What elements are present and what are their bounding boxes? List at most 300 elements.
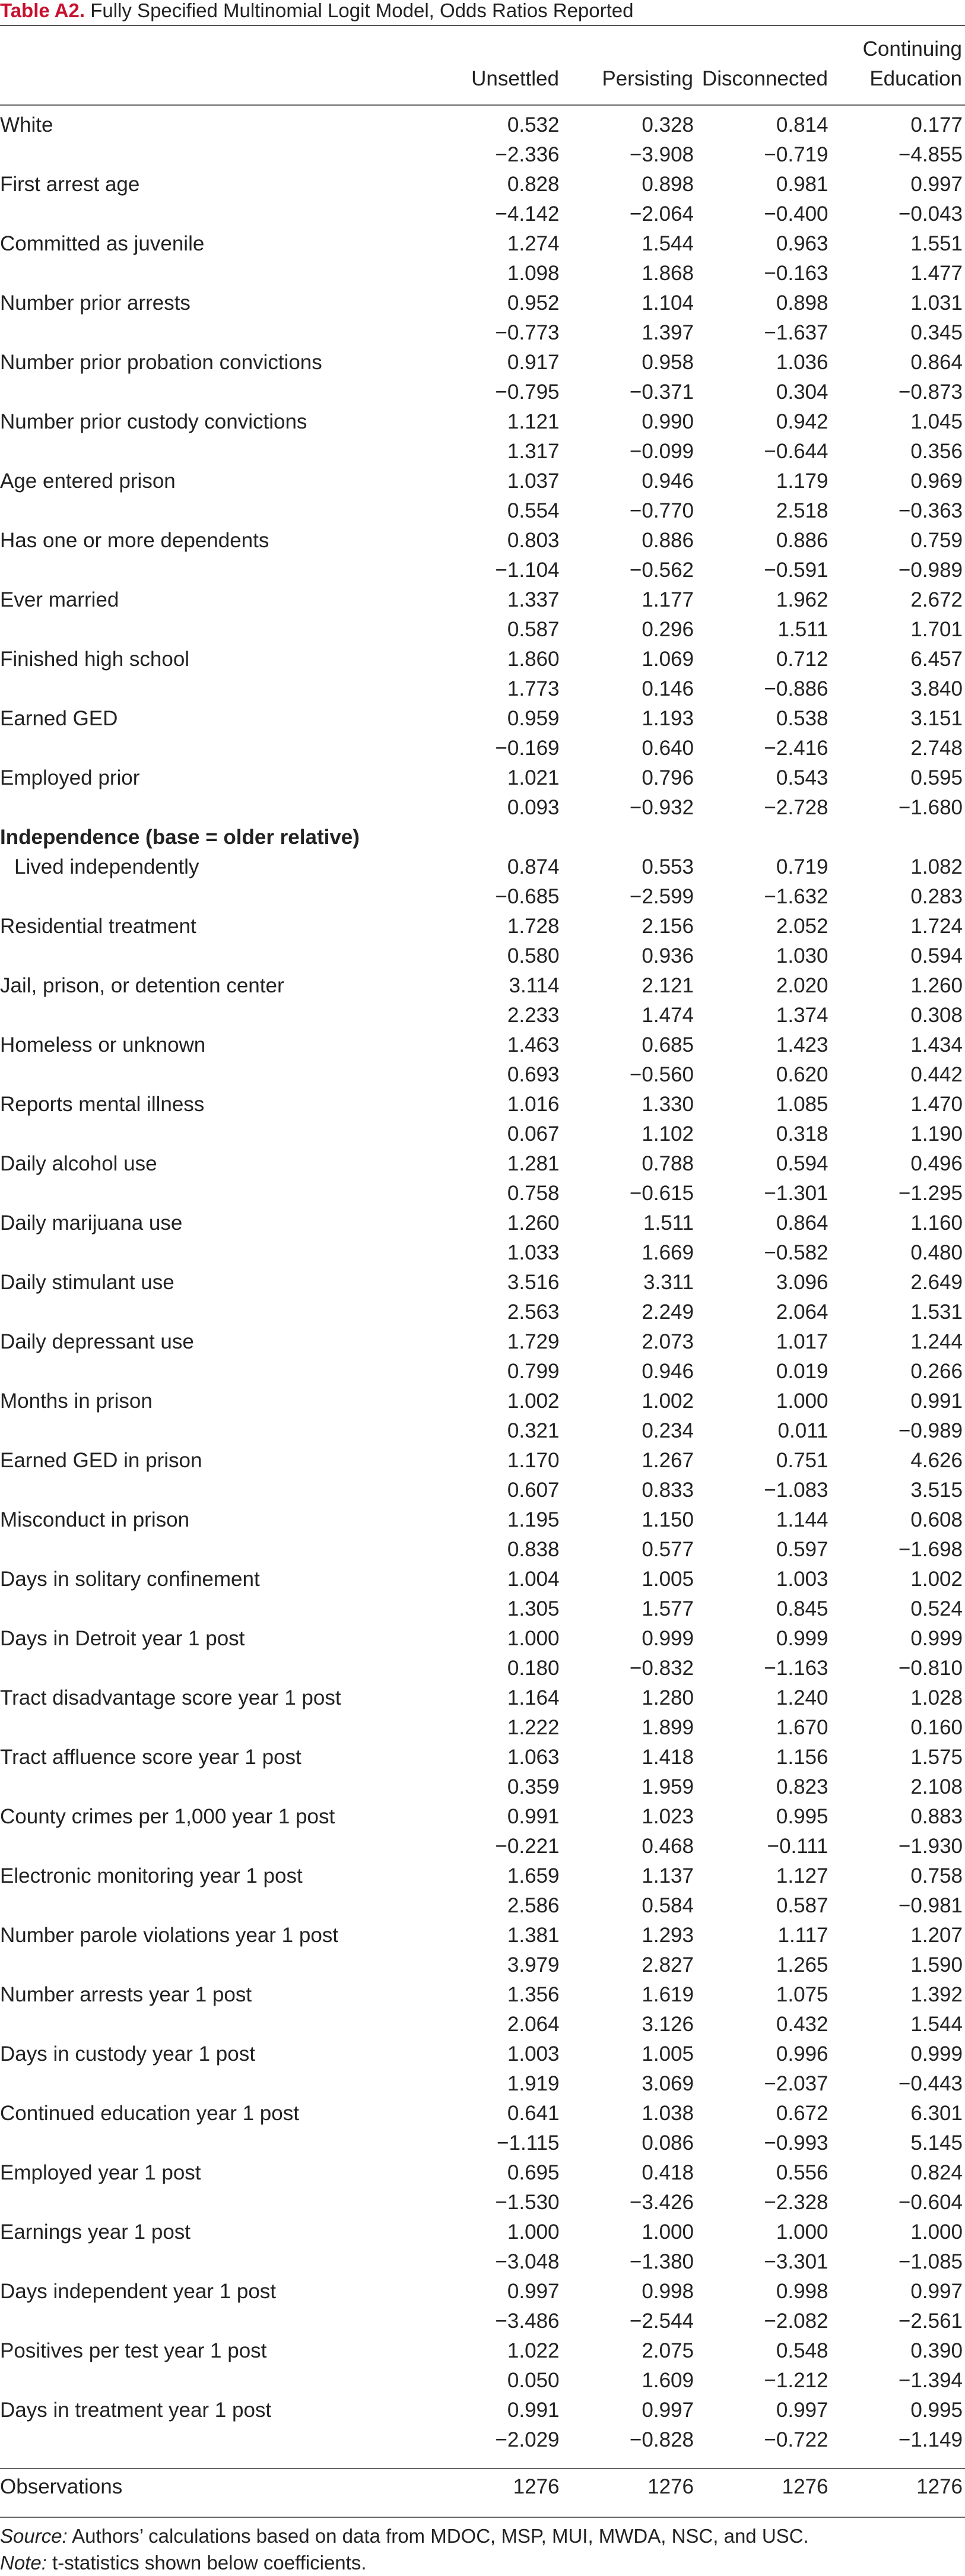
cell-value: 0.991 [831, 1387, 965, 1416]
row-label [0, 2366, 427, 2396]
row-label [0, 2247, 427, 2277]
cell-value: 4.626 [831, 1446, 965, 1476]
row-label: Residential treatment [0, 912, 427, 941]
table-row [0, 1535, 965, 1565]
table-row [0, 140, 965, 170]
cell-value: 0.304 [696, 377, 831, 407]
cell-value: −0.685 [427, 882, 562, 912]
cell-value: 0.359 [427, 1772, 562, 1802]
cell-value: 1.669 [562, 1238, 697, 1268]
cell-value: 1.127 [696, 1861, 831, 1891]
cell-value: −1.212 [696, 2366, 831, 2396]
row-label [0, 1476, 427, 1505]
cell-value: 0.936 [562, 941, 697, 971]
table-row [0, 882, 965, 912]
cell-value: 0.345 [831, 318, 965, 348]
cell-value: 0.597 [696, 1535, 831, 1565]
row-label [0, 1772, 427, 1802]
cell-value: 0.553 [562, 852, 697, 882]
column-header-line2: Disconnected [696, 64, 828, 94]
table-row [0, 1980, 965, 2010]
cell-value: −1.632 [696, 882, 831, 912]
cell-value: −4.142 [427, 199, 562, 229]
cell-value: 1.036 [696, 348, 831, 377]
cell-value: 1.511 [696, 615, 831, 645]
cell-value: 0.981 [696, 170, 831, 199]
cell-value: −3.486 [427, 2307, 562, 2336]
table-row [0, 1713, 965, 1743]
cell-value: 0.958 [562, 348, 697, 377]
cell-value: 0.788 [562, 1149, 697, 1179]
cell-value: 1.544 [831, 2010, 965, 2039]
cell-value: 1.022 [427, 2336, 562, 2366]
table-row [0, 1268, 965, 1297]
cell-value: 0.963 [696, 229, 831, 259]
row-label: Days in solitary confinement [0, 1565, 427, 1594]
row-label: County crimes per 1,000 year 1 post [0, 1802, 427, 1832]
cell-value: −0.163 [696, 259, 831, 288]
cell-value: −0.886 [696, 674, 831, 704]
cell-value: 1.511 [562, 1208, 697, 1238]
cell-value: 6.301 [831, 2099, 965, 2128]
cell-value: −2.037 [696, 2069, 831, 2099]
cell-value: 0.019 [696, 1357, 831, 1387]
cell-value: 2.249 [562, 1297, 697, 1327]
cell-value: 0.942 [696, 407, 831, 437]
cell-value: 1.575 [831, 1743, 965, 1772]
note-text: t-statistics shown below coefficients. [47, 2552, 367, 2574]
table-row [0, 941, 965, 971]
cell-value: −0.981 [831, 1891, 965, 1921]
cell-value: 1276 [831, 2472, 965, 2502]
cell-value: 1.137 [562, 1861, 697, 1891]
row-label: Tract affluence score year 1 post [0, 1743, 427, 1772]
row-label: Reports mental illness [0, 1090, 427, 1119]
cell-value: 0.824 [831, 2158, 965, 2188]
cell-value [562, 823, 697, 852]
cell-value: 0.799 [427, 1357, 562, 1387]
cell-value: 1.280 [562, 1683, 697, 1713]
table-caption: Fully Specified Multinomial Logit Model, Odds Ratios Reported [90, 0, 633, 21]
table-row [0, 1950, 965, 1980]
cell-value: 0.532 [427, 110, 562, 140]
cell-value: 0.480 [831, 1238, 965, 1268]
row-label [0, 882, 427, 912]
table-row [0, 437, 965, 467]
row-label [0, 259, 427, 288]
cell-value: 1.156 [696, 1743, 831, 1772]
cell-value: −1.083 [696, 1476, 831, 1505]
cell-value: 1.240 [696, 1683, 831, 1713]
cell-value [831, 823, 965, 852]
cell-value: 1.260 [427, 1208, 562, 1238]
table-row [0, 348, 965, 377]
cell-value: 0.620 [696, 1060, 831, 1090]
cell-value: 0.577 [562, 1535, 697, 1565]
cell-value: 0.719 [696, 852, 831, 882]
bottom-rule [0, 2517, 965, 2518]
cell-value: 0.833 [562, 1476, 697, 1505]
table-row [0, 1446, 965, 1476]
table-row [0, 1624, 965, 1654]
cell-value: −0.773 [427, 318, 562, 348]
cell-value: 2.108 [831, 1772, 965, 1802]
cell-value: 2.518 [696, 496, 831, 526]
cell-value: −0.363 [831, 496, 965, 526]
cell-value: −0.615 [562, 1179, 697, 1208]
source-text: Authors’ calculations based on data from MDOC, MSP, MUI, MWDA, NSC, and USC. [68, 2525, 809, 2547]
row-label: Earnings year 1 post [0, 2217, 427, 2247]
cell-value: 1.701 [831, 615, 965, 645]
row-label: Electronic monitoring year 1 post [0, 1861, 427, 1891]
cell-value: 1.037 [427, 467, 562, 496]
cell-value: 1.144 [696, 1505, 831, 1535]
row-label [0, 1713, 427, 1743]
row-label: Daily alcohol use [0, 1149, 427, 1179]
cell-value [427, 823, 562, 852]
table-row [0, 1060, 965, 1090]
cell-value: 1.031 [831, 288, 965, 318]
cell-value: 0.050 [427, 2366, 562, 2396]
cell-value: −0.989 [831, 1416, 965, 1446]
cell-value: 0.946 [562, 467, 697, 496]
cell-value: 0.952 [427, 288, 562, 318]
cell-value: 1.868 [562, 259, 697, 288]
row-label [0, 1950, 427, 1980]
cell-value: 1.374 [696, 1001, 831, 1030]
cell-value: 1.121 [427, 407, 562, 437]
data-table [0, 110, 965, 2455]
cell-value: 1.330 [562, 1090, 697, 1119]
cell-value: −0.371 [562, 377, 697, 407]
cell-value: 0.177 [831, 110, 965, 140]
cell-value: −2.599 [562, 882, 697, 912]
row-label [0, 2069, 427, 2099]
table-row [0, 1476, 965, 1505]
row-label [0, 615, 427, 645]
cell-value: 1.150 [562, 1505, 697, 1535]
cell-value: 1.177 [562, 585, 697, 615]
cell-value: 2.121 [562, 971, 697, 1001]
cell-value: 1.000 [831, 2217, 965, 2247]
cell-value: 0.991 [427, 2396, 562, 2425]
row-label [0, 318, 427, 348]
row-label: Days in treatment year 1 post [0, 2396, 427, 2425]
cell-value: −0.043 [831, 199, 965, 229]
cell-value: 0.283 [831, 882, 965, 912]
cell-value: −0.400 [696, 199, 831, 229]
cell-value: −2.064 [562, 199, 697, 229]
cell-value: 0.845 [696, 1594, 831, 1624]
cell-value: 1.919 [427, 2069, 562, 2099]
cell-value: 1.265 [696, 1950, 831, 1980]
row-label: Daily stimulant use [0, 1268, 427, 1297]
cell-value: 0.758 [427, 1179, 562, 1208]
table-row [0, 1030, 965, 1060]
cell-value: 0.997 [696, 2396, 831, 2425]
row-label: Earned GED in prison [0, 1446, 427, 1476]
table-row [0, 1565, 965, 1594]
cell-value: 0.959 [427, 704, 562, 734]
cell-value: 1.117 [696, 1921, 831, 1950]
cell-value: 0.594 [831, 941, 965, 971]
cell-value: 1.102 [562, 1119, 697, 1149]
cell-value: 3.840 [831, 674, 965, 704]
cell-value: −0.795 [427, 377, 562, 407]
cell-value: 1.033 [427, 1238, 562, 1268]
cell-value: −0.832 [562, 1654, 697, 1683]
cell-value: 1.028 [831, 1683, 965, 1713]
cell-value: 0.998 [562, 2277, 697, 2307]
table-row [0, 1001, 965, 1030]
cell-value: −1.530 [427, 2188, 562, 2217]
cell-value: −1.085 [831, 2247, 965, 2277]
table-row [0, 2158, 965, 2188]
table-row [0, 1327, 965, 1357]
row-label [0, 140, 427, 170]
table-row [0, 2396, 965, 2425]
cell-value: 0.838 [427, 1535, 562, 1565]
row-label [0, 734, 427, 763]
row-label [0, 1297, 427, 1327]
row-label [0, 496, 427, 526]
table-row [0, 1594, 965, 1624]
row-label [0, 1357, 427, 1387]
table-notes [0, 2523, 965, 2576]
row-label: Days in Detroit year 1 post [0, 1624, 427, 1654]
table-row [0, 1505, 965, 1535]
table-row [0, 288, 965, 318]
cell-value: 1.477 [831, 259, 965, 288]
cell-value: 1.729 [427, 1327, 562, 1357]
cell-value: 0.759 [831, 526, 965, 556]
cell-value: 0.946 [562, 1357, 697, 1387]
row-label: Has one or more dependents [0, 526, 427, 556]
cell-value: 0.641 [427, 2099, 562, 2128]
cell-value: 0.234 [562, 1416, 697, 1446]
cell-value: −0.644 [696, 437, 831, 467]
table-row [0, 1208, 965, 1238]
row-label [0, 1238, 427, 1268]
cell-value: 0.390 [831, 2336, 965, 2366]
table-row [0, 2277, 965, 2307]
cell-value: 0.990 [562, 407, 697, 437]
cell-value: 1.281 [427, 1149, 562, 1179]
table-row [0, 2010, 965, 2039]
cell-value: −1.149 [831, 2425, 965, 2455]
row-label: Number prior custody convictions [0, 407, 427, 437]
cell-value: 1.000 [696, 2217, 831, 2247]
row-label [0, 1060, 427, 1090]
cell-value: 3.516 [427, 1268, 562, 1297]
cell-value: 1.082 [831, 852, 965, 882]
cell-value: 1.724 [831, 912, 965, 941]
cell-value: 0.999 [831, 2039, 965, 2069]
cell-value: 1.244 [831, 1327, 965, 1357]
row-label: Number prior probation convictions [0, 348, 427, 377]
cell-value: 0.898 [696, 288, 831, 318]
cell-value: 0.086 [562, 2128, 697, 2158]
row-label [0, 1535, 427, 1565]
table-row [0, 2069, 965, 2099]
cell-value: 1.474 [562, 1001, 697, 1030]
cell-value: 3.114 [427, 971, 562, 1001]
column-header-line1: Continuing [830, 34, 962, 64]
table-row [0, 763, 965, 793]
row-label: Employed year 1 post [0, 2158, 427, 2188]
cell-value: 0.999 [562, 1624, 697, 1654]
cell-value: −0.770 [562, 496, 697, 526]
cell-value: 2.563 [427, 1297, 562, 1327]
row-label [0, 1654, 427, 1683]
cell-value: −3.301 [696, 2247, 831, 2277]
cell-value: 0.556 [696, 2158, 831, 2188]
cell-value: 1.260 [831, 971, 965, 1001]
column-header-line2: Unsettled [427, 64, 559, 94]
cell-value: 1.670 [696, 1713, 831, 1743]
cell-value: 2.064 [427, 2010, 562, 2039]
table-row [0, 2307, 965, 2336]
observations-table [0, 2472, 965, 2502]
cell-value: 0.266 [831, 1357, 965, 1387]
cell-value: −0.221 [427, 1832, 562, 1861]
row-label [0, 1832, 427, 1861]
cell-value: −2.336 [427, 140, 562, 170]
cell-value: −4.855 [831, 140, 965, 170]
row-label: Independence (base = older relative) [0, 823, 427, 852]
cell-value: 0.864 [831, 348, 965, 377]
cell-value: 1.016 [427, 1090, 562, 1119]
table-row [0, 734, 965, 763]
table-row [0, 229, 965, 259]
row-label: Number parole violations year 1 post [0, 1921, 427, 1950]
row-label [0, 1001, 427, 1030]
cell-value: 1.164 [427, 1683, 562, 1713]
cell-value: 1.063 [427, 1743, 562, 1772]
cell-value: 1.305 [427, 1594, 562, 1624]
cell-value: 1.381 [427, 1921, 562, 1950]
cell-value: 2.020 [696, 971, 831, 1001]
cell-value: 1.075 [696, 1980, 831, 2010]
cell-value: 0.468 [562, 1832, 697, 1861]
table-row [0, 467, 965, 496]
table-row [0, 556, 965, 585]
cell-value: 0.524 [831, 1594, 965, 1624]
cell-value: −1.637 [696, 318, 831, 348]
cell-value: 1.005 [562, 2039, 697, 2069]
cell-value: 0.538 [696, 704, 831, 734]
row-label: Jail, prison, or detention center [0, 971, 427, 1001]
source-note [0, 2523, 965, 2549]
cell-value: 0.584 [562, 1891, 697, 1921]
row-label [0, 1179, 427, 1208]
table-row [0, 912, 965, 941]
header-rule [0, 104, 965, 106]
cell-value: 0.308 [831, 1001, 965, 1030]
cell-value: −0.591 [696, 556, 831, 585]
row-label: Lived independently [0, 852, 427, 882]
cell-value: 3.151 [831, 704, 965, 734]
cell-value: 0.996 [696, 2039, 831, 2069]
row-label [0, 1119, 427, 1149]
column-header-persisting [561, 34, 693, 94]
column-header-continuing-education [830, 34, 962, 94]
table-row [0, 407, 965, 437]
cell-value: 0.886 [696, 526, 831, 556]
cell-value: 1.619 [562, 1980, 697, 2010]
cell-value: 0.587 [427, 615, 562, 645]
cell-value: 1.293 [562, 1921, 697, 1950]
cell-value: −2.029 [427, 2425, 562, 2455]
table-number: Table A2. [0, 0, 85, 21]
row-label [0, 2307, 427, 2336]
cell-value: 1.463 [427, 1030, 562, 1060]
table-row [0, 1119, 965, 1149]
cell-value: 0.751 [696, 1446, 831, 1476]
table-row [0, 852, 965, 882]
cell-value: 0.356 [831, 437, 965, 467]
table-row [0, 645, 965, 674]
row-label: Continued education year 1 post [0, 2099, 427, 2128]
table-row [0, 259, 965, 288]
cell-value: 2.586 [427, 1891, 562, 1921]
row-label: Days in custody year 1 post [0, 2039, 427, 2069]
cell-value: 0.712 [696, 645, 831, 674]
row-label [0, 2128, 427, 2158]
row-label: Daily depressant use [0, 1327, 427, 1357]
cell-value: 1.179 [696, 467, 831, 496]
cell-value: −0.562 [562, 556, 697, 585]
cell-value: 0.180 [427, 1654, 562, 1683]
cell-value: 1.267 [562, 1446, 697, 1476]
cell-value: 0.587 [696, 1891, 831, 1921]
cell-value: 0.093 [427, 793, 562, 823]
cell-value: −2.082 [696, 2307, 831, 2336]
column-header-line1 [696, 34, 828, 64]
cell-value: 1.659 [427, 1861, 562, 1891]
table-row [0, 1743, 965, 1772]
row-label [0, 793, 427, 823]
cell-value: 0.595 [831, 763, 965, 793]
cell-value: 1.085 [696, 1090, 831, 1119]
row-label: Earned GED [0, 704, 427, 734]
table-row [0, 585, 965, 615]
table-row [0, 1861, 965, 1891]
table-row [0, 793, 965, 823]
cell-value: 2.748 [831, 734, 965, 763]
cell-value: 1.104 [562, 288, 697, 318]
cell-value: −1.295 [831, 1179, 965, 1208]
cell-value: 0.067 [427, 1119, 562, 1149]
cell-value: 3.069 [562, 2069, 697, 2099]
cell-value: 1.418 [562, 1743, 697, 1772]
cell-value: −0.810 [831, 1654, 965, 1683]
cell-value: 1.005 [562, 1565, 697, 1594]
cell-value: 0.685 [562, 1030, 697, 1060]
cell-value: 1.962 [696, 585, 831, 615]
cell-value: 1.274 [427, 229, 562, 259]
table-row [0, 1297, 965, 1327]
cell-value: 2.073 [562, 1327, 697, 1357]
cell-value: 2.064 [696, 1297, 831, 1327]
cell-value: 0.898 [562, 170, 697, 199]
cell-value: 0.823 [696, 1772, 831, 1802]
cell-value: 1276 [562, 2472, 697, 2502]
cell-value: 1.038 [562, 2099, 697, 2128]
cell-value: 1.023 [562, 1802, 697, 1832]
row-label: Number arrests year 1 post [0, 1980, 427, 2010]
table-row [0, 615, 965, 645]
